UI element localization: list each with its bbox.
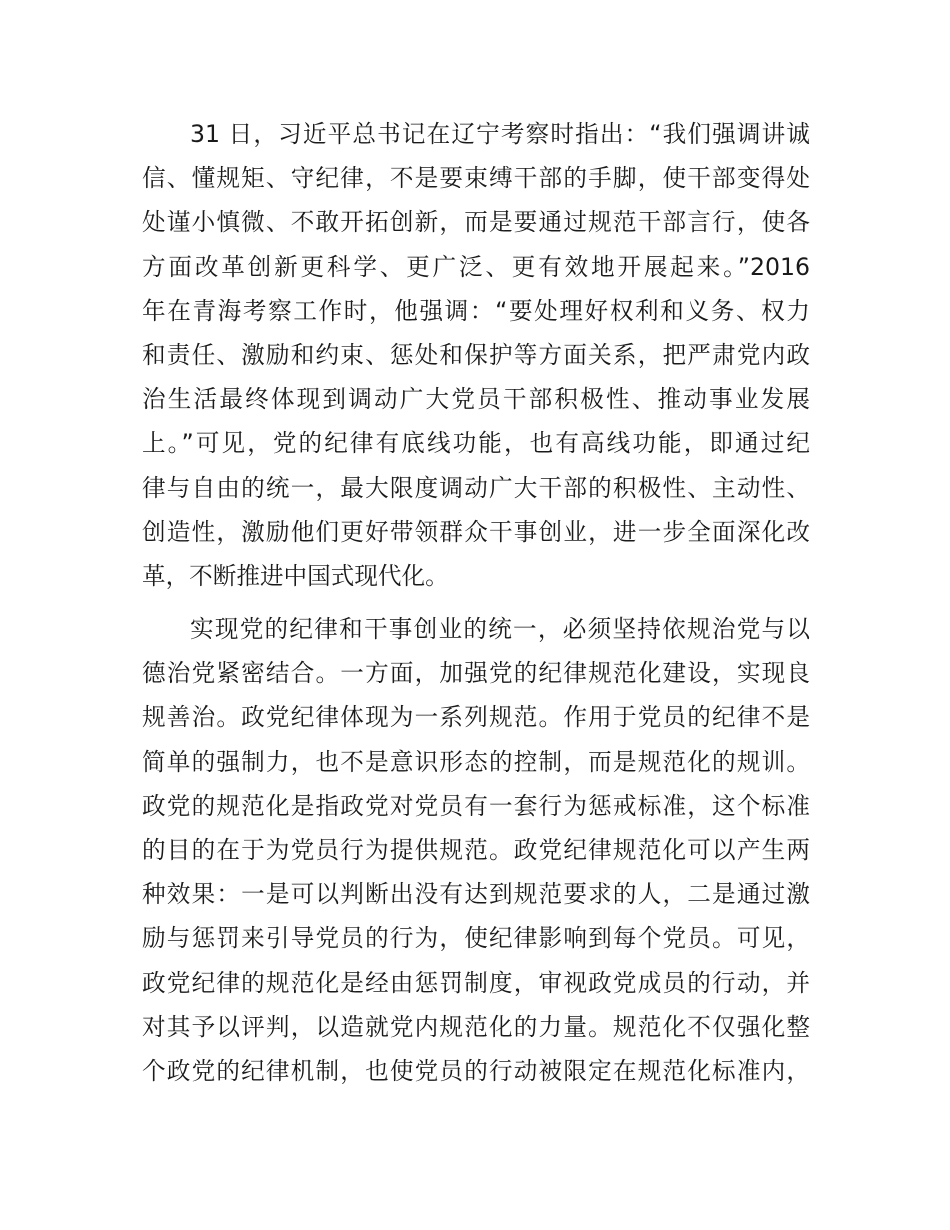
text-line: 个政党的纪律机制，也使党员的行动被限定在规范化标准内， — [142, 1056, 810, 1085]
text-line: 创造性，激励他们更好带领群众干事创业，进一步全面深化改 — [142, 517, 810, 546]
text-line: 的目的在于为党员行为提供规范。政党纪律规范化可以产生两 — [142, 836, 810, 864]
text-line: 处谨小慎微、不敢开拓创新，而是要通过规范干部言行，使各 — [142, 208, 810, 237]
text-line: 德治党紧密结合。一方面，加强党的纪律规范化建设，实现良 — [142, 659, 810, 688]
text-line: 31 日，习近平总书记在辽宁考察时指出：“我们强调讲诚 — [190, 120, 810, 148]
text-line: 实现党的纪律和干事创业的统一，必须坚持依规治党与以 — [190, 615, 810, 644]
text-line: 规善治。政党纪律体现为一系列规范。作用于党员的纪律不是 — [142, 703, 810, 732]
text-line: 治生活最终体现到调动广大党员干部积极性、推动事业发展 — [142, 385, 810, 414]
text-line: 政党纪律的规范化是经由惩罚制度，审视政党成员的行动，并 — [142, 968, 810, 997]
text-line: 种效果：一是可以判断出没有达到规范要求的人，二是通过激 — [142, 880, 810, 909]
text-line: 和责任、激励和约束、惩处和保护等方面关系，把严肃党内政 — [142, 340, 810, 369]
paragraph-2 — [142, 607, 810, 1093]
text-line: 年在青海考察工作时，他强调：“要处理好权利和义务、权力 — [142, 296, 810, 325]
document-page — [142, 112, 810, 1093]
text-line: 上。”可见，党的纪律有底线功能，也有高线功能，即通过纪 — [142, 429, 810, 458]
paragraph-1 — [142, 112, 810, 598]
text-line: 方面改革创新更科学、更广泛、更有效地开展起来。”2016 — [142, 252, 810, 281]
text-line: 政党的规范化是指政党对党员有一套行为惩戒标准，这个标准 — [142, 791, 810, 820]
paragraph-spacer — [142, 598, 810, 607]
text-line: 简单的强制力，也不是意识形态的控制，而是规范化的规训。 — [142, 747, 810, 776]
text-line: 信、懂规矩、守纪律，不是要束缚干部的手脚，使干部变得处 — [142, 164, 810, 193]
text-line: 律与自由的统一，最大限度调动广大干部的积极性、主动性、 — [142, 473, 810, 502]
text-line: 对其予以评判，以造就党内规范化的力量。规范化不仅强化整 — [142, 1012, 810, 1041]
text-line: 革，不断推进中国式现代化。 — [142, 561, 449, 590]
text-line: 励与惩罚来引导党员的行为，使纪律影响到每个党员。可见， — [142, 924, 810, 953]
